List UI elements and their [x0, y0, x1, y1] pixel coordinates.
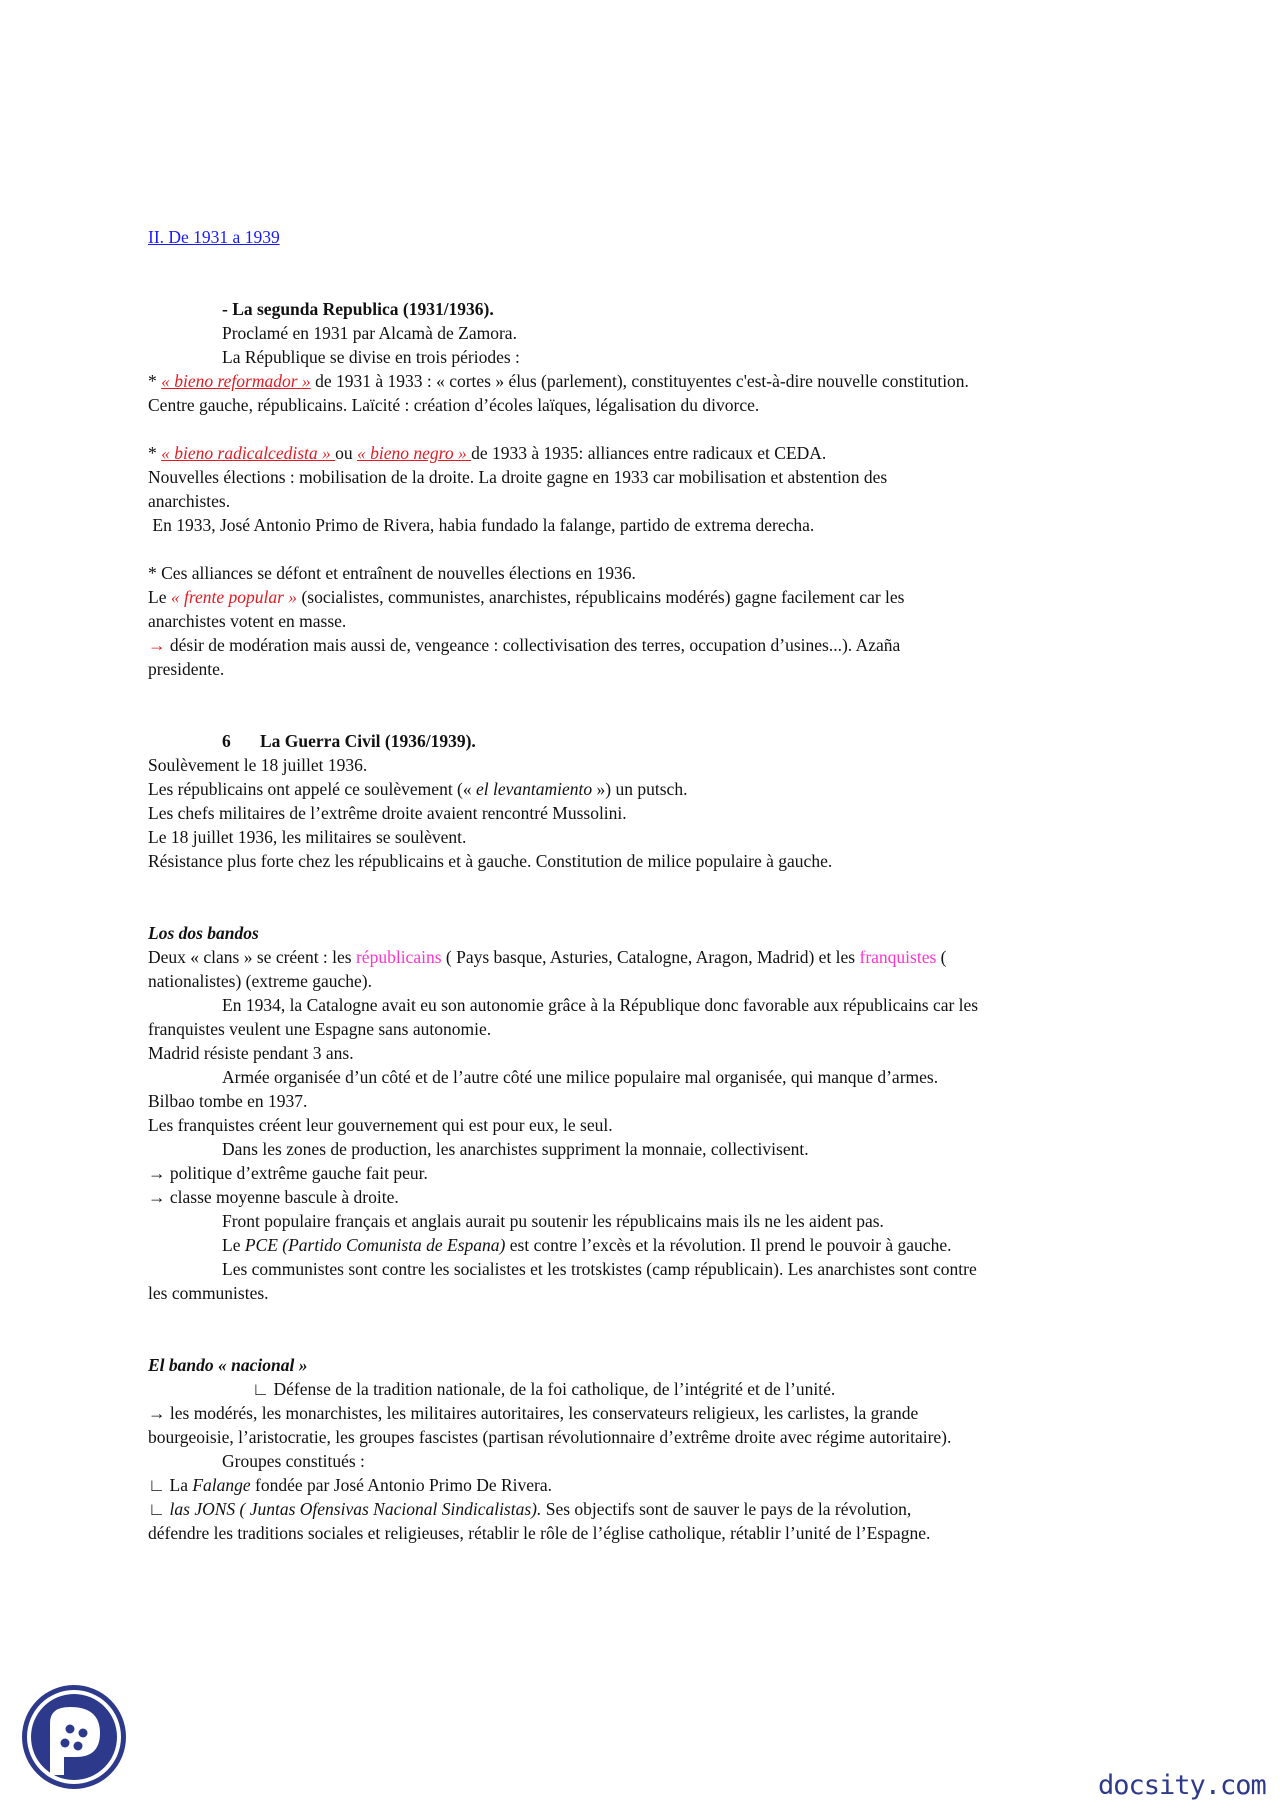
text-line: Proclamé en 1931 par Alcamà de Zamora.	[222, 323, 517, 343]
bullet-star: *	[148, 443, 162, 463]
text-span-italic: PCE (Partido Comunista de Espana)	[244, 1235, 506, 1255]
term-bieno-reformador[interactable]: « bieno reformador »	[161, 371, 311, 391]
text-span: ∟	[148, 1499, 170, 1519]
text-line	[148, 370, 969, 392]
bandos-heading: Los dos bandos	[148, 923, 259, 943]
text-span: Les républicains ont appelé ce soulèvement («	[148, 779, 477, 799]
text-line	[148, 778, 687, 800]
text-line: Dans les zones de production, les anarchistes suppriment la monnaie, collectivisent.	[222, 1139, 809, 1159]
brand-wordmark[interactable]: docsity.com	[1098, 1770, 1266, 1801]
text-line: Le 18 juillet 1936, les militaires se soulèvent.	[148, 827, 467, 847]
text-span: Le	[148, 587, 171, 607]
republica-heading: - La segunda Republica (1931/1936).	[222, 299, 494, 319]
text-line	[148, 442, 826, 464]
guerra-heading: La Guerra Civil (1936/1939).	[260, 731, 476, 751]
text-span: ou	[335, 443, 358, 463]
text-line: En 1934, la Catalogne avait eu son autonomie grâce à la République donc favorable aux républicains car les	[222, 995, 979, 1015]
nacional-heading: El bando « nacional »	[148, 1355, 308, 1375]
text-span-italic: el levantamiento	[476, 779, 593, 799]
text-span: (	[936, 947, 947, 967]
text-span: ( Pays basque, Asturies, Catalogne, Aragon, Madrid) et les	[441, 947, 860, 967]
text-span: ») un putsch.	[592, 779, 688, 799]
text-line: Centre gauche, républicains. Laïcité : création d’écoles laïques, légalisation du divorce.	[148, 395, 760, 415]
text-line: → classe moyenne bascule à droite.	[148, 1187, 399, 1207]
text-line	[148, 634, 900, 656]
text-line: Nouvelles élections : mobilisation de la droite. La droite gagne en 1933 car mobilisation et abstention des	[148, 467, 888, 487]
text-line: anarchistes.	[148, 491, 231, 511]
text-span-italic: Falange	[192, 1475, 251, 1495]
term-bieno-negro[interactable]: « bieno negro »	[357, 443, 472, 463]
text-line: défendre les traditions sociales et religieuses, rétablir le rôle de l’église catholique, rétablir l’unité de l’Espagne.	[148, 1523, 931, 1543]
text-line: ∟ Défense de la tradition nationale, de la foi catholique, de l’intégrité et de l’unité.	[252, 1379, 836, 1399]
arrow-icon: →	[148, 635, 166, 655]
text-line: bourgeoisie, l’aristocratie, les groupes fascistes (partisan révolutionnaire d’extrême droite avec régime autoritaire).	[148, 1427, 952, 1447]
text-line	[148, 946, 947, 968]
text-line: En 1933, José Antonio Primo de Rivera, habia fundado la falange, partido de extrema derecha.	[148, 515, 815, 535]
text-line	[148, 1474, 552, 1496]
bullet-star: *	[148, 371, 162, 391]
text-span: (socialistes, communistes, anarchistes, républicains modérés) gagne facilement car les	[297, 587, 905, 607]
docsity-logo-icon[interactable]	[20, 1683, 128, 1791]
term-republicains: républicains	[355, 947, 442, 967]
text-span: Deux « clans » se créent : les	[148, 947, 356, 967]
text-line: Madrid résiste pendant 3 ans.	[148, 1043, 354, 1063]
term-frente-popular: « frente popular »	[170, 587, 298, 607]
text-line: Les communistes sont contre les socialistes et les trotskistes (camp républicain). Les anarchistes sont contre	[222, 1259, 977, 1279]
text-span: Ses objectifs sont de sauver le pays de la révolution,	[541, 1499, 912, 1519]
text-span: Le	[222, 1235, 245, 1255]
text-span: ∟ La	[148, 1475, 193, 1495]
text-line: La République se divise en trois périodes :	[222, 347, 520, 367]
text-span: désir de modération mais aussi de, vengeance : collectivisation des terres, occupation d’usines...). Azaña	[165, 635, 901, 655]
text-line	[148, 1498, 911, 1520]
text-line: Résistance plus forte chez les républicains et à gauche. Constitution de milice populaire à gauche.	[148, 851, 833, 871]
text-line: anarchistes votent en masse.	[148, 611, 347, 631]
text-line: nationalistes) (extreme gauche).	[148, 971, 372, 991]
text-line: Groupes constitués :	[222, 1451, 365, 1471]
text-line: les communistes.	[148, 1283, 269, 1303]
term-bieno-radicalcedista[interactable]: « bieno radicalcedista »	[161, 443, 336, 463]
text-line: Armée organisée d’un côté et de l’autre côté une milice populaire mal organisée, qui manque d’armes.	[222, 1067, 939, 1087]
text-line: Les franquistes créent leur gouvernement qui est pour eux, le seul.	[148, 1115, 613, 1135]
text-line: Soulèvement le 18 juillet 1936.	[148, 755, 368, 775]
text-line: * Ces alliances se défont et entraînent de nouvelles élections en 1936.	[148, 563, 636, 583]
text-span-italic: las JONS ( Juntas Ofensivas Nacional Sindicalistas).	[169, 1499, 542, 1519]
text-line: → politique d’extrême gauche fait peur.	[148, 1163, 428, 1183]
section-link[interactable]: II. De 1931 a 1939	[148, 227, 280, 247]
text-line: Bilbao tombe en 1937.	[148, 1091, 308, 1111]
text-line: franquistes veulent une Espagne sans autonomie.	[148, 1019, 492, 1039]
text-line	[148, 586, 905, 608]
text-line: presidente.	[148, 659, 225, 679]
text-span: fondée par José Antonio Primo De Rivera.	[250, 1475, 552, 1495]
text-span: est contre l’excès et la révolution. Il prend le pouvoir à gauche.	[505, 1235, 952, 1255]
text-line: → les modérés, les monarchistes, les militaires autoritaires, les conservateurs religieux, les carlistes, la grande	[148, 1403, 919, 1423]
text-span: de 1931 à 1933 : « cortes » élus (parlement), constituyentes c'est-à-dire nouvelle constitution.	[310, 371, 969, 391]
term-franquistes: franquistes	[859, 947, 937, 967]
text-line	[222, 1234, 951, 1256]
text-span: de 1933 à 1935: alliances entre radicaux et CEDA.	[471, 443, 827, 463]
text-line: Front populaire français et anglais aurait pu soutenir les républicains mais ils ne les aident pas.	[222, 1211, 884, 1231]
text-line: Les chefs militaires de l’extrême droite avaient rencontré Mussolini.	[148, 803, 627, 823]
guerra-heading-number: 6	[222, 731, 231, 751]
